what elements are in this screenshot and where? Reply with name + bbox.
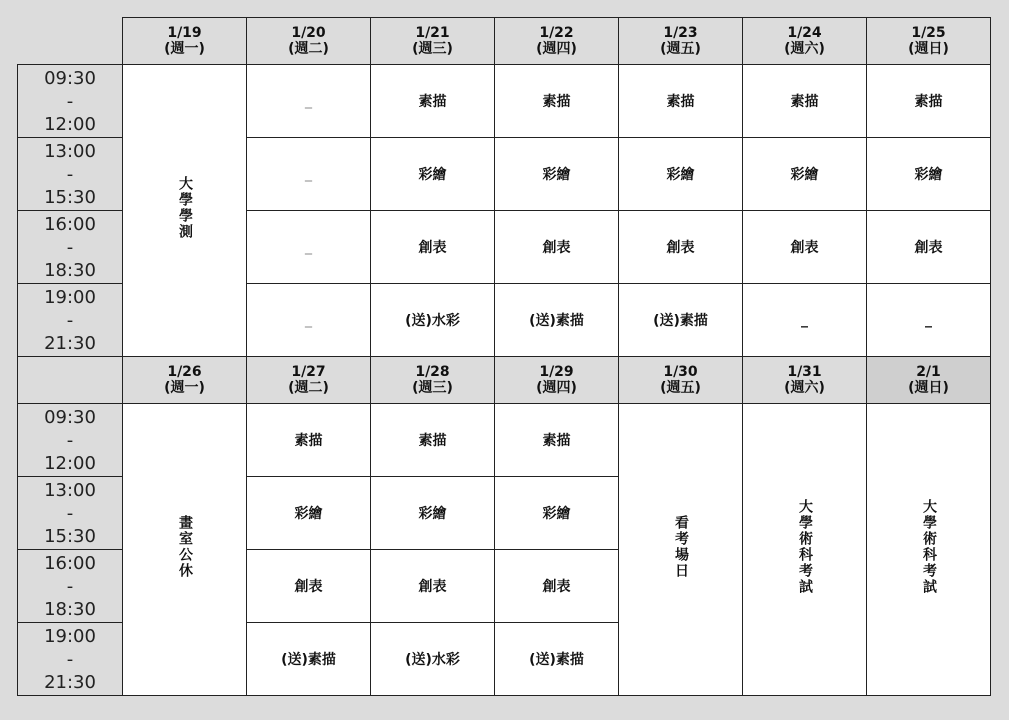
day-header-1-19: 1/19 (週一) xyxy=(123,18,247,65)
time-slot-label: 13:00 - 15:30 xyxy=(18,138,123,211)
day-header-1-31: 1/31 (週六) xyxy=(743,357,867,404)
schedule-cell: 創表 xyxy=(247,550,371,623)
corner-blank xyxy=(18,357,123,404)
time-slot-label: 09:30 - 12:00 xyxy=(18,404,123,477)
schedule-cell: 創表 xyxy=(867,211,991,284)
time-slot-label: 09:30 - 12:00 xyxy=(18,65,123,138)
schedule-cell: 創表 xyxy=(495,211,619,284)
schedule-cell: 素描 xyxy=(371,65,495,138)
schedule-cell: 彩繪 xyxy=(495,138,619,211)
schedule-cell: _ xyxy=(247,138,371,211)
day-header-1-26: 1/26 (週一) xyxy=(123,357,247,404)
schedule-cell: 創表 xyxy=(371,550,495,623)
event-venue-visit: 看考場日 xyxy=(619,404,743,696)
schedule-cell: 彩繪 xyxy=(371,138,495,211)
day-header-1-27: 1/27 (週二) xyxy=(247,357,371,404)
schedule-cell: 創表 xyxy=(619,211,743,284)
schedule-cell: 彩繪 xyxy=(619,138,743,211)
schedule-cell: 彩繪 xyxy=(247,477,371,550)
time-slot-label: 13:00 - 15:30 xyxy=(18,477,123,550)
schedule-cell: 創表 xyxy=(495,550,619,623)
time-slot-label: 19:00 - 21:30 xyxy=(18,623,123,696)
schedule-cell: (送)水彩 xyxy=(371,284,495,357)
schedule-cell: 彩繪 xyxy=(371,477,495,550)
day-header-1-21: 1/21 (週三) xyxy=(371,18,495,65)
schedule-cell: (送)素描 xyxy=(495,284,619,357)
schedule-cell: 彩繪 xyxy=(867,138,991,211)
day-header-1-20: 1/20 (週二) xyxy=(247,18,371,65)
event-art-exam-day1: 大學術科考試 xyxy=(743,404,867,696)
schedule-cell: 素描 xyxy=(495,404,619,477)
schedule-cell: (送)水彩 xyxy=(371,623,495,696)
day-header-1-30: 1/30 (週五) xyxy=(619,357,743,404)
schedule-cell: 素描 xyxy=(495,65,619,138)
schedule-cell: 素描 xyxy=(619,65,743,138)
week1-slot-row xyxy=(18,65,991,138)
day-header-1-22: 1/22 (週四) xyxy=(495,18,619,65)
schedule-cell: _ xyxy=(247,211,371,284)
day-header-1-24: 1/24 (週六) xyxy=(743,18,867,65)
day-header-1-25: 1/25 (週日) xyxy=(867,18,991,65)
schedule-cell: 彩繪 xyxy=(743,138,867,211)
schedule-cell: _ xyxy=(247,65,371,138)
day-header-1-29: 1/29 (週四) xyxy=(495,357,619,404)
time-slot-label: 19:00 - 21:30 xyxy=(18,284,123,357)
day-header-2-1: 2/1 (週日) xyxy=(867,357,991,404)
schedule-cell: _ xyxy=(867,284,991,357)
week2-header-row xyxy=(18,357,991,404)
schedule-cell: _ xyxy=(247,284,371,357)
schedule-cell: (送)素描 xyxy=(495,623,619,696)
schedule-cell: 素描 xyxy=(247,404,371,477)
schedule-cell: 素描 xyxy=(743,65,867,138)
schedule-cell: _ xyxy=(743,284,867,357)
schedule-cell: 彩繪 xyxy=(495,477,619,550)
event-university-exam: 大學學測 xyxy=(123,65,247,357)
schedule-cell: 創表 xyxy=(743,211,867,284)
day-header-1-23: 1/23 (週五) xyxy=(619,18,743,65)
schedule-cell: (送)素描 xyxy=(247,623,371,696)
time-slot-label: 16:00 - 18:30 xyxy=(18,211,123,284)
time-slot-label: 16:00 - 18:30 xyxy=(18,550,123,623)
corner-blank xyxy=(18,18,123,65)
schedule-cell: 創表 xyxy=(371,211,495,284)
day-header-1-28: 1/28 (週三) xyxy=(371,357,495,404)
schedule-cell: (送)素描 xyxy=(619,284,743,357)
schedule-cell: 素描 xyxy=(867,65,991,138)
event-art-exam-day2: 大學術科考試 xyxy=(867,404,991,696)
week1-header-row xyxy=(18,18,991,65)
schedule-cell: 素描 xyxy=(371,404,495,477)
event-studio-closed: 畫室公休 xyxy=(123,404,247,696)
class-schedule-table xyxy=(17,17,991,696)
week2-slot-row xyxy=(18,404,991,477)
